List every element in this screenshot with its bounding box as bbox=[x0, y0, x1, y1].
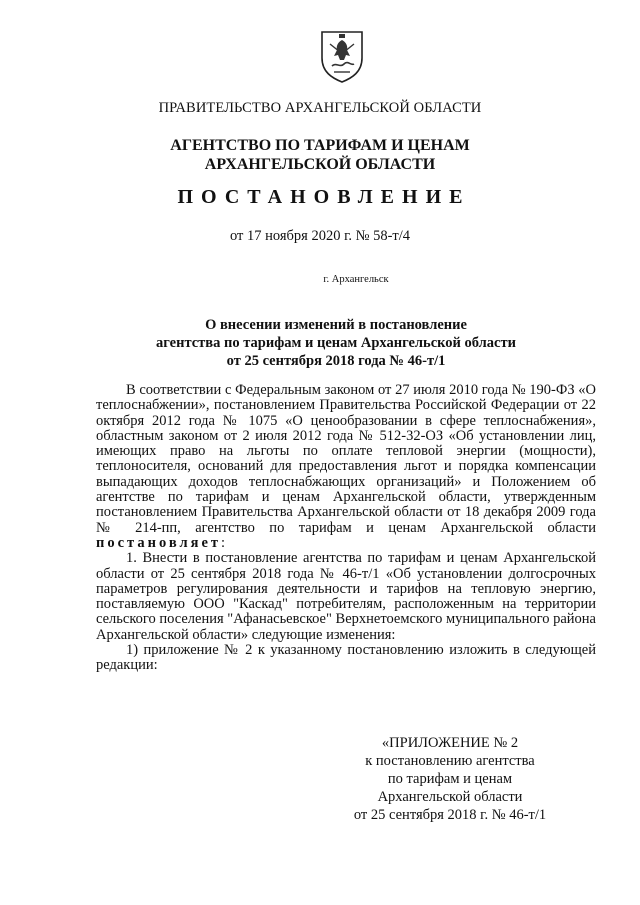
document-city: г. Архангельск bbox=[323, 274, 389, 285]
appendix-line: от 25 сентября 2018 г. № 46-т/1 bbox=[353, 807, 547, 823]
appendix-line: «ПРИЛОЖЕНИЕ № 2 bbox=[381, 735, 519, 751]
document-subject bbox=[16, 316, 640, 370]
appendix-line: Архангельской области bbox=[377, 789, 523, 805]
document-type: ПОСТАНОВЛЕНИЕ bbox=[177, 186, 471, 208]
subject-line: агентства по тарифам и ценам Архангельской области bbox=[156, 335, 516, 351]
document-body bbox=[96, 383, 596, 674]
agency-name-line: АГЕНТСТВО ПО ТАРИФАМ И ЦЕНАМ bbox=[170, 137, 470, 154]
paragraph-item-1: 1. Внести в постановление агентства по тарифам и ценам Архангельской области от 25 сентября 2018 года № 46-т/1 «Об установлении долгосрочных параметров регулирования деятельности и тарифов на тепловую энергию, поставляемую ООО "Каскад" потребителям, расположенным на территории сельского поселения "Афанасьевское" Верхнетоемского муниципального района Архангельской области» следующие изменения: bbox=[96, 550, 596, 643]
government-name: ПРАВИТЕЛЬСТВО АРХАНГЕЛЬСКОЙ ОБЛАСТИ bbox=[158, 100, 482, 116]
subject-line: О внесении изменений в постановление bbox=[205, 317, 467, 333]
agency-name-line: АРХАНГЕЛЬСКОЙ ОБЛАСТИ bbox=[204, 156, 436, 173]
preamble-text: В соответствии с Федеральным законом от 27 июля 2010 года № 190-ФЗ «О теплоснабжении», постановлением Правительства Российской Федерации от 22 октября 2012 года № 1075 «О ценообразовании в сфере теплоснабжения», областным законом от 2 июля 2012 года № 512-32-ОЗ «Об установлении лиц, имеющих право на льготы по оплате тепловой энергии (мощности), теплоносителя, оснований для предоставления льгот и порядка компенсации выпадающих доходов теплоснабжающих организаций» и Положением об агентстве по тарифам и ценам Архангельской области, утвержденным постановлением Правительства Архангельской области от 18 декабря 2009 года № 214-пп, агентство по тарифам и ценам Архангельской области bbox=[96, 382, 596, 536]
paragraph-subitem-1: 1) приложение № 2 к указанному постановлению изложить в следующей редакции: bbox=[96, 642, 596, 674]
appendix-header bbox=[330, 734, 570, 824]
appendix-line: к постановлению агентства bbox=[365, 753, 535, 769]
paragraph-preamble bbox=[96, 383, 596, 551]
decree-word: постановляет bbox=[96, 534, 222, 551]
subject-line: от 25 сентября 2018 года № 46-т/1 bbox=[226, 353, 446, 369]
document-date-number: от 17 ноября 2020 г. № 58-т/4 bbox=[229, 228, 411, 244]
appendix-line: по тарифам и ценам bbox=[387, 771, 513, 787]
agency-name bbox=[0, 136, 640, 174]
preamble-end: : bbox=[221, 534, 226, 551]
coat-of-arms-icon bbox=[318, 28, 366, 84]
